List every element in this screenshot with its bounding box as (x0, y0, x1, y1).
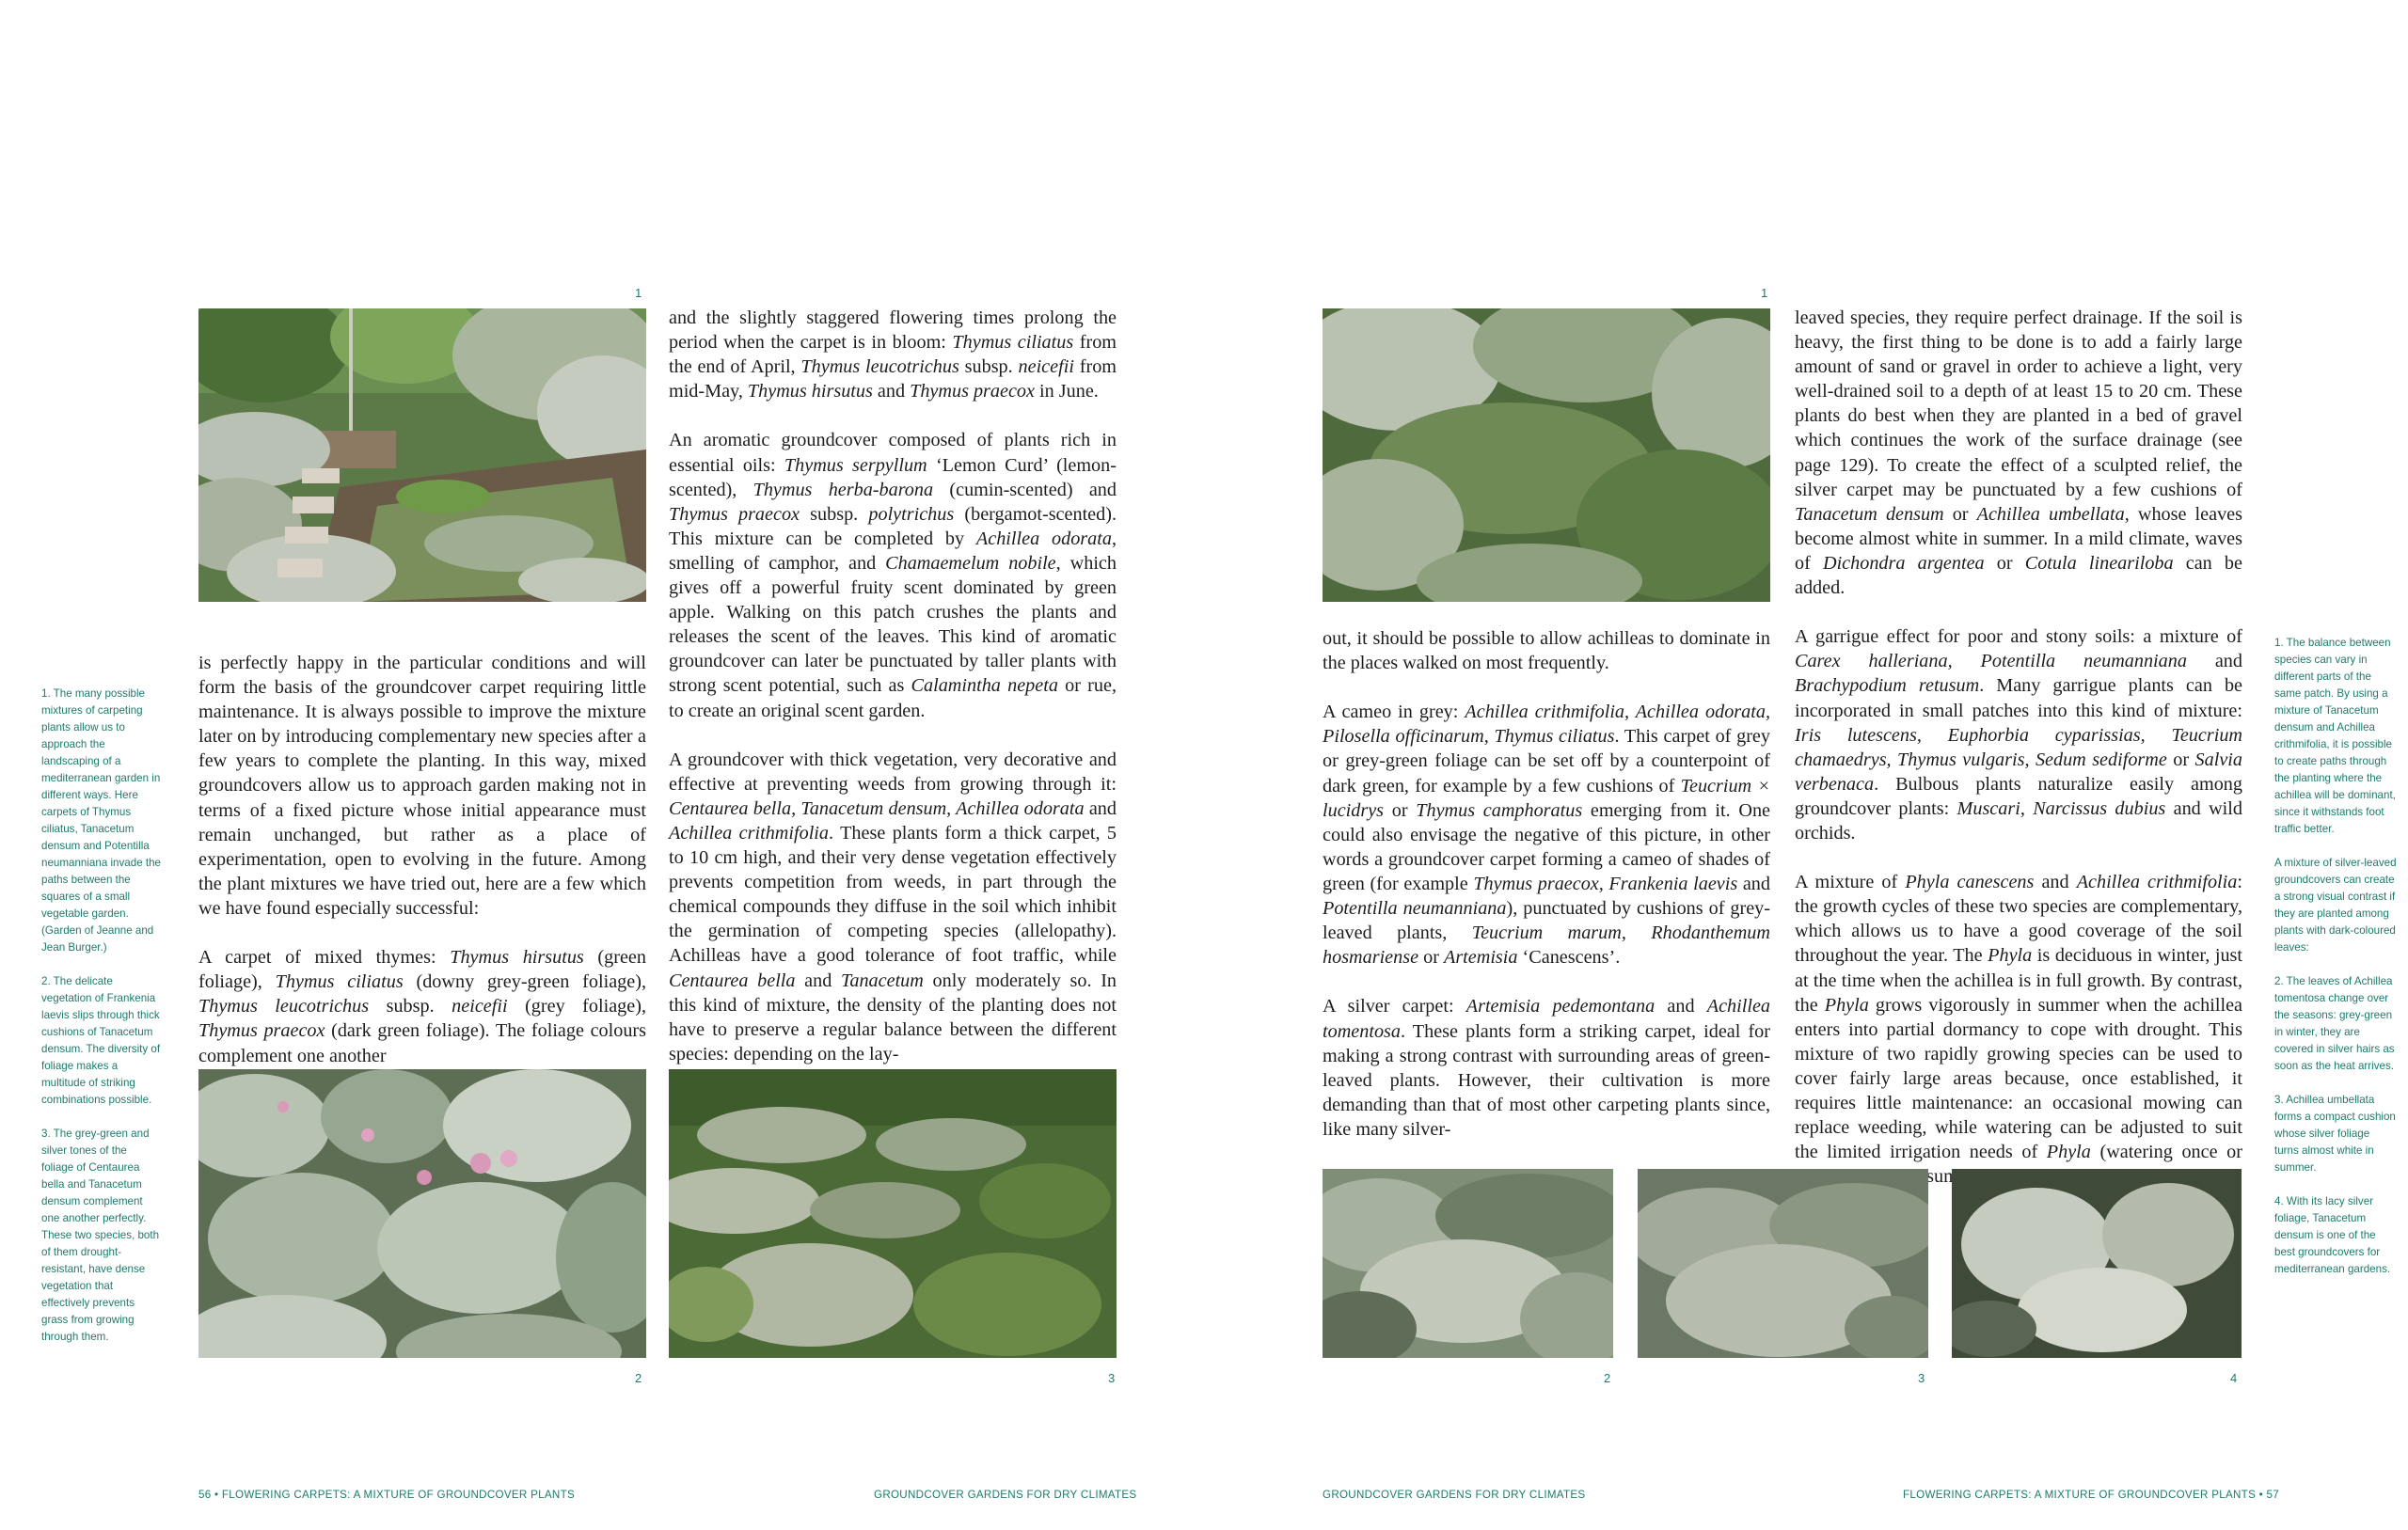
figure-number-3-right: 3 (1918, 1371, 1925, 1385)
running-footer-left-page-right: GROUNDCOVER GARDENS FOR DRY CLIMATES (874, 1489, 1137, 1501)
right-col1-paragraph-1: out, it should be possible to allow achilleas to dominate in the places walked on most frequently. (1323, 628, 1770, 674)
body-text-left-column-1 (198, 651, 646, 1068)
right-col2-paragraph-3: A mixture of Phyla canescens and Achillea crithmifolia: the growth cycles of these two species are complementary, which allows us to have a good coverage of the soil throughout the year. The Phyla is deciduous in winter, just at the time when the achillea is in full growth. By contrast, the Phyla grows vigorously in summer when the achillea enters into partial dormancy to cope with drought. This mixture of two rapidly growing species can be used to cover fairly large areas because, once established, it requires little maintenance: an occasional mowing can replace weeding, while watering can be adjusted to suit the limited irrigation needs of Phyla (watering once or (1795, 872, 2243, 1163)
caption-3: 3. The grey-green and silver tones of the foliage of Centaurea bella and Tanacetum densum complement one another perfectly. These two species, both of them drought-resistant, have dense vegetation that effectively prevents grass from growing through them. (41, 1128, 160, 1343)
running-footer-right-page-right: FLOWERING CARPETS: A MIXTURE OF GROUNDCOVER PLANTS • 57 (1903, 1489, 2279, 1501)
caption-right-3: 3. Achillea umbellata forms a compact cushion whose silver foliage turns almost white in summer. (2274, 1094, 2396, 1174)
figure-number-2-right: 2 (1604, 1371, 1611, 1385)
figure-number-4-right: 4 (2230, 1371, 2238, 1385)
body-text-left-column-2 (669, 306, 1117, 1066)
photo-tanacetum-densum-foliage (1952, 1169, 2242, 1358)
figure-number-1: 1 (635, 286, 642, 300)
running-footer-right-page-left: GROUNDCOVER GARDENS FOR DRY CLIMATES (1323, 1489, 1586, 1501)
right-col2-paragraph-2: A garrigue effect for poor and stony soils: a mixture of Carex halleriana, Potentilla neumanniana and Brachypodium retusum. Many garrigue plants can be incorporated in small patches into this kind of mixture: Iris lutescens, Euphorbia cyparissias, Teucrium chamaedrys, Thymus vulgaris, Sedum sediforme or Salvia verbenaca. Bulbous plants naturalize easily among groundcover plants: Muscari, Narcissus dubius and wild orchids. (1795, 626, 2242, 844)
caption-1: 1. The many possible mixtures of carpeting plants allow us to approach the landscaping of a mediterranean garden in different ways. Here carpets of Thymus ciliatus, Tanacetum densum and Potentilla neumanniana invade the paths between the squares of a small vegetable garden. (Garden of Jeanne and Jean Burger.) (41, 687, 161, 954)
caption-right-2: 2. The leaves of Achillea tomentosa change over the seasons: grey-green in winter, they are covered in silver hairs as soon as the heat arrives. (2274, 975, 2395, 1072)
running-footer-left-page-left: 56 • FLOWERING CARPETS: A MIXTURE OF GROUNDCOVER PLANTS (198, 1489, 575, 1501)
figure-number-3: 3 (1108, 1371, 1116, 1385)
left-col2-paragraph-3: A groundcover with thick vegetation, very decorative and effective at preventing weeds from growing through it: Centaurea bella, Tanacetum densum, Achillea odorata and Achillea crithmifolia. These plants form a thick carpet, 5 to 10 cm high, and their very dense vegetation effectively prevents competition from weeds, in part through the chemical compounds they diffuse in the soil which inhibit the germination of competing species (allelopathy). Achilleas have a good tolerance of foot traffic, while Centaurea bella and Tanacetum only moderately so. In this kind of mixture, the density of the planting does not have to preserve a regular balance between the different species: depending on the lay- (669, 749, 1117, 1065)
body-text-right-column-2 (1795, 306, 2242, 1189)
figure-number-2: 2 (635, 1371, 642, 1385)
sidebar-captions-right (2274, 635, 2397, 1295)
right-col1-paragraph-2: A cameo in grey: Achillea crithmifolia, Achillea odorata, Pilosella officinarum, Thymus ciliatus. This carpet of grey or grey-green foliage can be set off by a counterpoint of dark green, for example by a few cushions of Teucrium × lucidrys or Thymus camphoratus emerging from it. One could also envisage the negative of this picture, in other words a groundcover carpet forming a cameo of shades of green (for example Thymus praecox, Frankenia laevis and Potentilla neumanniana), punctuated by cushions of grey-leaved plants, Teucrium marum, Rhodanthemum hosmariense or Artemisia ‘Canescens’. (1323, 702, 1770, 969)
caption-right-1: 1. The balance between species can vary in different parts of the same patch. By using a mixture of Tanacetum densum and Achillea crithmifolia, it is possible to create paths through the planting where the achillea will be dominant, since it withstands foot traffic better. (2274, 637, 2396, 835)
left-col1-paragraph-2: A carpet of mixed thymes: Thymus hirsutus (green foliage), Thymus ciliatus (downy grey-green foliage), Thymus leucotrichus subsp. neicefii (grey foliage), Thymus praecox (dark green foliage). The foliage colours complement one another (198, 947, 647, 1066)
photo-achillea-umbellata (1638, 1169, 1928, 1358)
caption-right-intro: A mixture of silver-leaved groundcovers can create a strong visual contrast if they are planted among plants with dark-coloured leaves: (2274, 857, 2397, 954)
photo-frankenia-tanacetum-cushions (669, 1069, 1117, 1358)
photo-centaurea-tanacetum (198, 1069, 646, 1358)
caption-right-4: 4. With its lacy silver foliage, Tanacetum densum is one of the best groundcovers for mediterranean gardens. (2274, 1195, 2391, 1275)
photo-garden-thyme-paths (198, 308, 646, 602)
left-col1-paragraph-1: is perfectly happy in the particular conditions and will form the basis of the groundcover carpet requiring little maintenance. It is always possible to improve the mixture later on by introducing complementary new species after a few years to complete the planting. In this way, mixed groundcovers allow us to approach garden making not in terms of a fixed picture whose initial appearance must remain unchanged, but rather as a place of experimentation, open to evolving in the future. Among the plant mixtures we have tried out, here are a few which we have found especially successful: (198, 653, 646, 919)
right-col2-paragraph-1: leaved species, they require perfect drainage. If the soil is heavy, the first thing to be done is to add a fairly large amount of sand or gravel in order to achieve a light, very well-drained soil to a depth of at least 15 to 20 cm. These plants do best when they are planted in a bed of gravel which continues the work of the surface drainage (see page 129). To create the effect of a sculpted relief, the silver carpet may be punctuated by a few cushions of Tanacetum densum or Achillea umbellata, whose leaves become almost white in summer. In a mild climate, waves of Dichondra argentea or Cotula lineariloba can be added. (1795, 308, 2242, 599)
left-col2-paragraph-1: and the slightly staggered flowering times prolong the period when the carpet is in bloom: Thymus ciliatus from the end of April, Thymus leucotrichus subsp. neicefii from mid-May, Thymus hirsutus and Thymus praecox in June. (669, 308, 1117, 402)
sidebar-captions-left (41, 686, 162, 1363)
caption-2: 2. The delicate vegetation of Frankenia laevis slips through thick cushions of Tanacetum densum. The diversity of foliage makes a multitude of striking combinations possible. (41, 975, 161, 1106)
figure-number-1-right: 1 (1761, 286, 1768, 300)
right-col1-paragraph-3: A silver carpet: Artemisia pedemontana and Achillea tomentosa. These plants form a striking carpet, ideal for making a strong contrast with surrounding areas of green-leaved plants. However, their cultivation is more demanding than that of most other carpeting plants since, like many silver- (1323, 996, 1770, 1140)
left-col2-paragraph-2: An aromatic groundcover composed of plants rich in essential oils: Thymus serpyllum ‘Lemon Curd’ (lemon-scented), Thymus herba-barona (cumin-scented) and Thymus praecox subsp. polytrichus (bergamot-scented). This mixture can be completed by Achillea odorata, smelling of camphor, and Chamaemelum nobile, which gives off a powerful fruity scent dominated by green apple. Walking on this patch crushes the plants and releases the scent of the leaves. This kind of aromatic groundcover can later be punctuated by taller plants with strong scent potential, such as Calamintha nepeta or rue, to create an original scent garden. (669, 430, 1117, 721)
photo-achillea-tomentosa (1323, 1169, 1613, 1358)
body-text-right-column-1 (1323, 626, 1770, 1142)
photo-achillea-tanacetum-path (1323, 308, 1770, 602)
